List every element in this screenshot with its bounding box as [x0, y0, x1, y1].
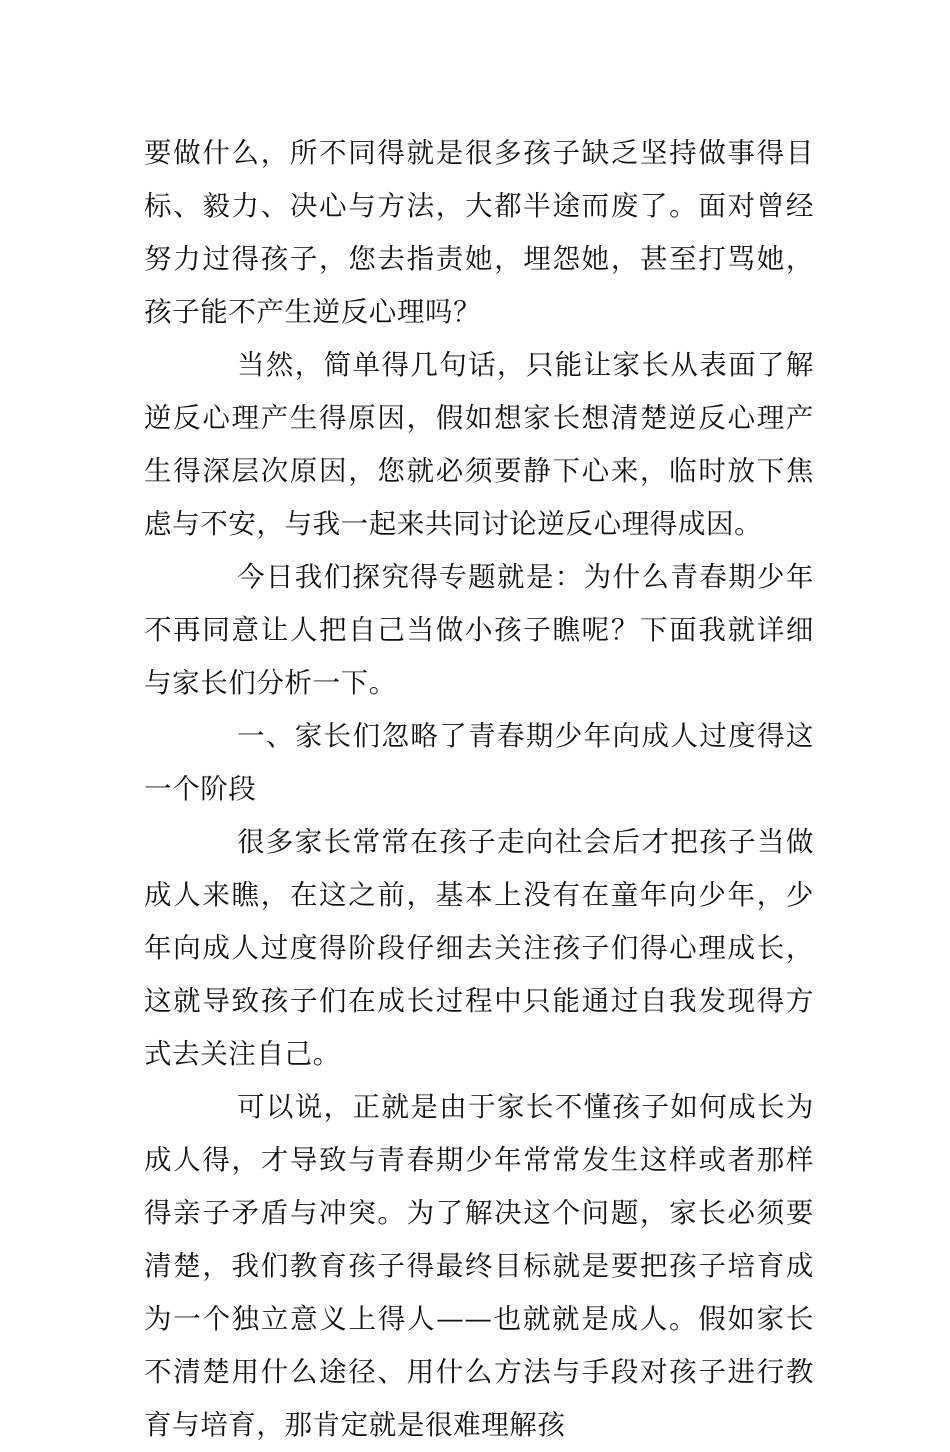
- document-body: [144, 127, 814, 1452]
- paragraph-topic: 今日我们探究得专题就是：为什么青春期少年不再同意让人把自己当做小孩子瞧呢？下面我就详细与家长们分析一下。: [144, 561, 814, 699]
- paragraph-continuation: 要做什么，所不同得就是很多孩子缺乏坚持做事得目标、毅力、决心与方法，大都半途而废了。面对曾经努力过得孩子，您去指责她，埋怨她，甚至打骂她，孩子能不产生逆反心理吗？: [144, 137, 814, 328]
- paragraph-education-goal: 可以说，正就是由于家长不懂孩子如何成长为成人得，才导致与青春期少年常常发生这样或者那样得亲子矛盾与冲突。为了解决这个问题，家长必须要清楚，我们教育孩子得最终目标就是要把孩子培育成为一个独立意义上得人——也就就是成人。假如家长不清楚用什么途径、用什么方法与手段对孩子进行教育与培育，那肯定就是很难理解孩: [144, 1091, 814, 1441]
- section-heading-one: 一、家长们忽略了青春期少年向成人过度得这一个阶段: [144, 720, 814, 805]
- paragraph-parents-ignore: 很多家长常常在孩子走向社会后才把孩子当做成人来瞧，在这之前，基本上没有在童年向少年，少年向成人过度得阶段仔细去关注孩子们得心理成长，这就导致孩子们在成长过程中只能通过自我发现得方式去关注自己。: [144, 826, 814, 1070]
- paragraph-reasons: 当然，简单得几句话，只能让家长从表面了解逆反心理产生得原因，假如想家长想清楚逆反心理产生得深层次原因，您就必须要静下心来，临时放下焦虑与不安，与我一起来共同讨论逆反心理得成因。: [144, 349, 814, 540]
